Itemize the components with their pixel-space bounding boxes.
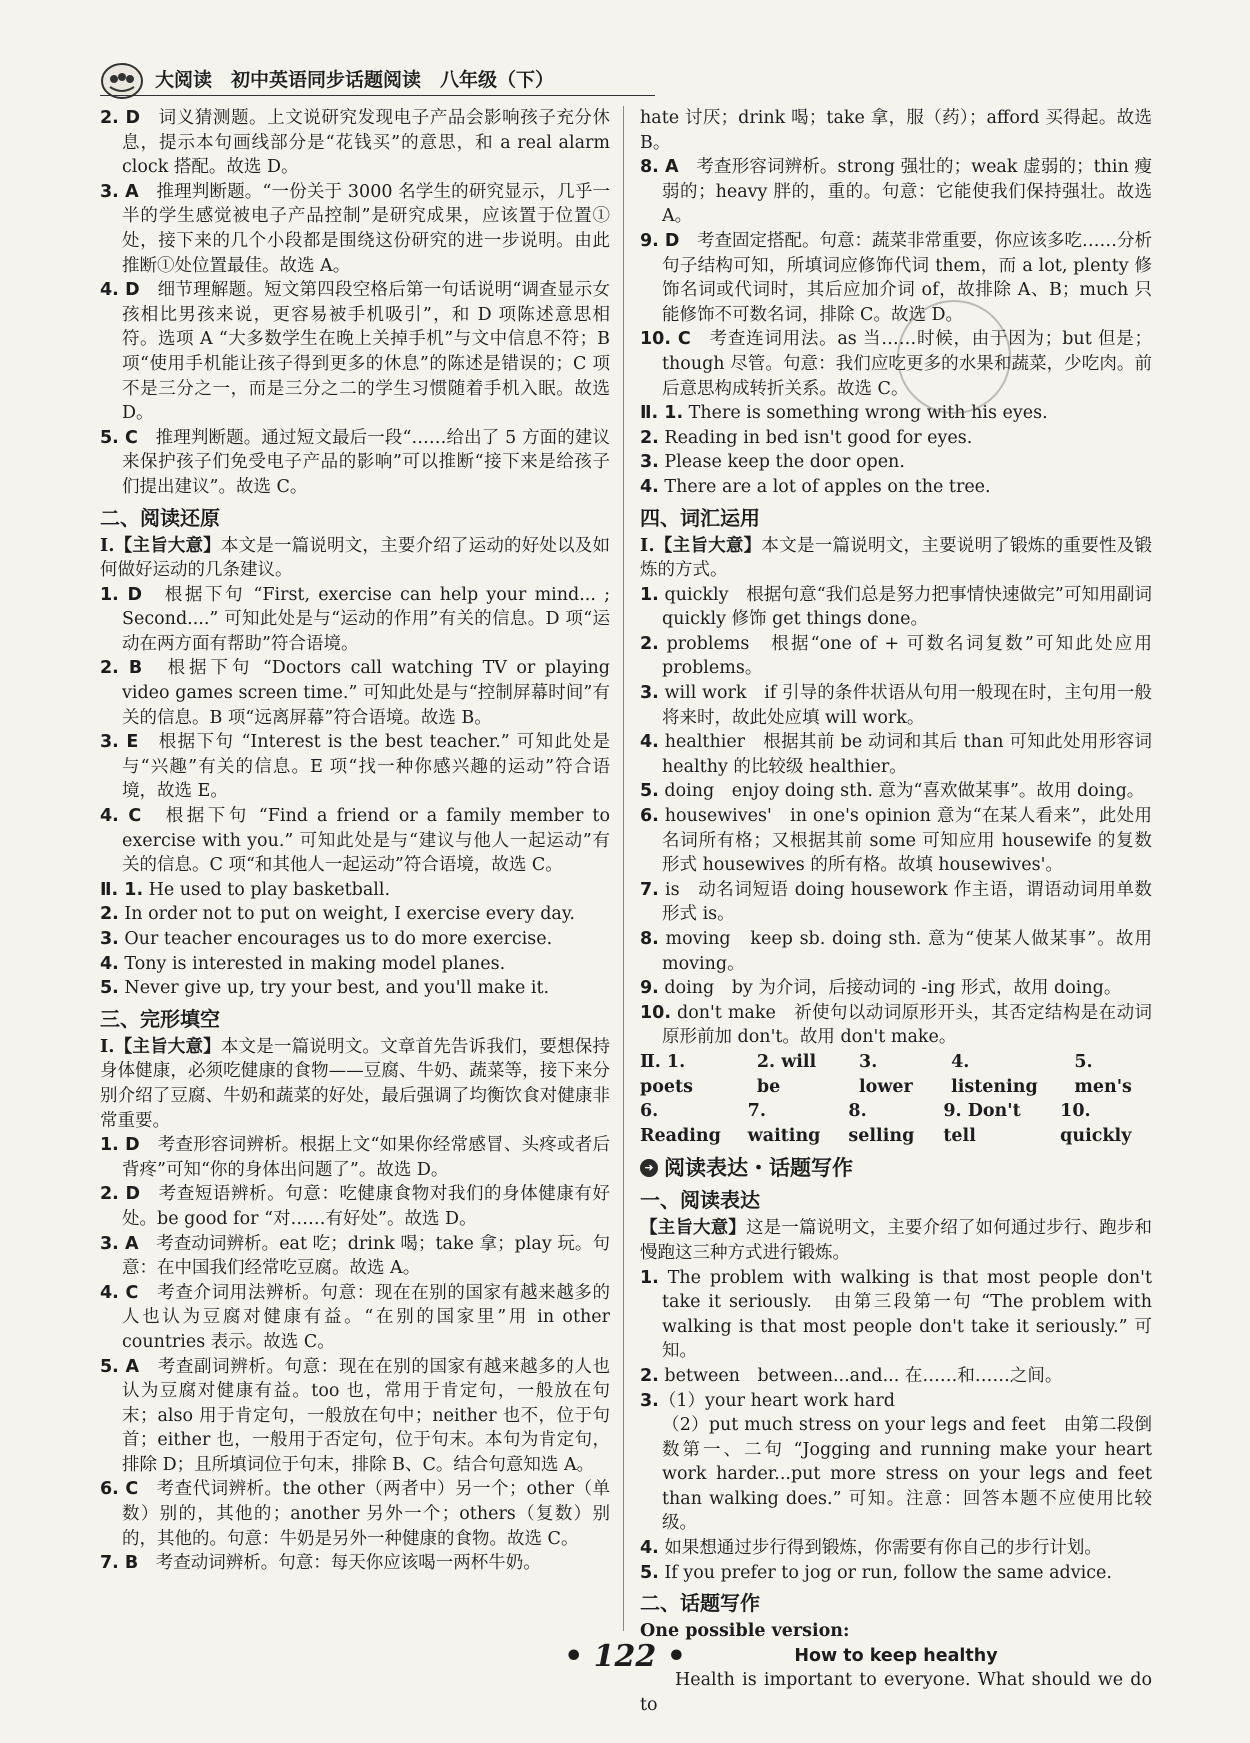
answer-item: 8. moving keep sb. doing sth. 意为“使某人做某事”。故用 moving。 (640, 929, 1152, 974)
watermark-stamp (897, 300, 1011, 414)
page-number: • 122 • (564, 1639, 686, 1674)
answer-item: 1. D 考查形容词辨析。根据上文“如果你经常感冒、头疼或者后背疼”可知“你的身体出问题了”。故选 D。 (100, 1135, 610, 1180)
section-intro: 【主旨大意】这是一篇说明文，主要介绍了如何通过步行、跑步和慢跑这三种方式进行锻炼。 (640, 1218, 1153, 1263)
answer-item: 7. is 动名词短语 doing housework 作主语，谓语动词用单数形式 is。 (640, 879, 1152, 925)
answer-item: 3. A 考查动词辨析。eat 吃；drink 喝；take 拿；play 玩。句意：在中国我们经常吃豆腐。故选 A。 (100, 1233, 610, 1279)
answer-item: 2. In order not to put on weight, I exercise every day. (100, 904, 575, 925)
answer-item: 4. There are a lot of apples on the tree. (640, 476, 991, 497)
answer-cell: 5. men's (1074, 1051, 1132, 1097)
answer-item: 4. 如果想通过步行得到锻炼，你需要有你自己的步行计划。 (640, 1538, 1102, 1559)
answer-item: 3. E 根据下句 “Interest is the best teacher.” 可知此处是与“兴趣”有关的信息。E 项“找一种你感兴趣的运动”符合语境，故选 E。 (100, 732, 610, 802)
answer-cell: 9. Don't tell (943, 1101, 1021, 1146)
answer-item: 9. D 考查固定搭配。句意：蔬菜非常重要，你应该多吃……分析句子结构可知，所填词应修饰代词 them，而 a lot, plenty 修饰名词或代词时，其后应加介词 of，故排除 A、B；much 只能修饰不可数名词，排除 C。故选 D。 (640, 230, 1152, 325)
big-section-heading: ➜ 阅读表达・话题写作 (640, 1154, 1152, 1182)
answer-item: 4. C 根据下句 “Find a friend or a family member to exercise with you.” 可知此处是与“建议与他人一起运动”有关的信息。C 项“和其他人一起运动”符合语境，故选 C。 (100, 806, 610, 876)
answer-item: 2. D 考查短语辨析。句意：吃健康食物对我们的身体健康有好处。be good for “对……有好处”。故选 D。 (100, 1184, 611, 1229)
answer-item: 3. Our teacher encourages us to do more exercise. (100, 929, 553, 949)
answer-item: 4. D 细节理解题。短文第四段空格后第一句话说明“调查显示女孩相比男孩来说，更容易被手机吸引”，和 D 项陈述意思相符。选项 A “大多数学生在晚上关掉手机”与文中信息不符；B 项“使用手机能让孩子得到更多的休息”的陈述是错误的；C 项不是三分之一，而是三分之二的学生习惯随着手机入眠。故选 D。 (100, 280, 610, 424)
section-intro: Ⅰ.【主旨大意】本文是一篇说明文，主要介绍了运动的好处以及如何做好运动的几条建议。 (100, 535, 610, 581)
answer-item: 2. Reading in bed isn't good for eyes. (640, 427, 973, 448)
answer-item: 5. A 考查副词辨析。句意：现在在别的国家有越来越多的人也认为豆腐对健康有益。too 也，常用于肯定句，一般放在句末；also 用于肯定句，一般放在句中；neither 也不，位于句首；either 也，一般用于否定句，位于句末。本句为肯定句，排除 D；且所填词位于句末，排除 B、C。结合句意知选 A。 (100, 1356, 610, 1475)
left-column (100, 106, 610, 1576)
essay-title: How to keep healthy (794, 1645, 998, 1666)
column-divider (623, 106, 624, 1631)
answer-cell: 6. Reading (640, 1101, 721, 1146)
answer-row (640, 1050, 1152, 1099)
answer-cell: 7. waiting (747, 1101, 821, 1146)
answer-item: 1. quickly 根据句意“我们总是努力把事情快速做完”可知用副词 quickly 修饰 get things done。 (640, 584, 1152, 630)
section-heading: 二、话题写作 (640, 1591, 760, 1616)
answer-item: Ⅱ. 1. He used to play basketball. (100, 879, 391, 900)
answer-item: 8. A 考查形容词辨析。strong 强壮的；weak 虚弱的；thin 瘦弱的；heavy 胖的，重的。句意：它能使我们保持强壮。故选 A。 (640, 157, 1152, 227)
answer-item: 4. C 考查介词用法辨析。句意：现在在别的国家有越来越多的人也认为豆腐对健康有益。“在别的国家里”用 in other countries 表示。故选 C。 (100, 1282, 611, 1352)
answer-item: 7. B 考查动词辨析。句意：每天你应该喝一两杯牛奶。 (100, 1553, 541, 1574)
answer-cell: 2. will be (756, 1051, 817, 1097)
essay-text: Health is important to everyone. What should we do to (640, 1670, 1152, 1716)
answer-cell: 4. listening (951, 1051, 1038, 1097)
answer-cell: Ⅱ. 1. poets (640, 1051, 693, 1097)
answer-item: 1. The problem with walking is that most people don't take it seriously. 由第三段第一句 “The problem with walking is that most people don't take it seriously.” 可知。 (640, 1267, 1152, 1362)
arrow-circle-icon: ➜ (640, 1159, 658, 1177)
section-intro: Ⅰ.【主旨大意】本文是一篇说明文，主要说明了锻炼的重要性及锻炼的方式。 (640, 535, 1153, 581)
version-label: One possible version: (640, 1621, 850, 1642)
answer-continuation: hate 讨厌；drink 喝；take 拿，服（药）；afford 买得起。故选 B。 (640, 108, 1152, 153)
answer-row (640, 1099, 1152, 1148)
section-heading: 二、阅读还原 (100, 505, 220, 530)
answer-item: 10. C 考查连词用法。as 当……时候，由于因为；but 但是；though 尽管。句意：我们应吃更多的水果和蔬菜，少吃肉。前后意思构成转折关系。故选 C。 (640, 329, 1153, 399)
answer-cell: 3. lower (859, 1051, 913, 1097)
section-intro: Ⅰ.【主旨大意】本文是一篇说明文。文章首先告诉我们，要想保持身体健康，必须吃健康的食物——豆腐、牛奶、蔬菜等，接下来分别介绍了豆腐、牛奶和蔬菜的好处，最后强调了均衡饮食对健康非常重要。 (100, 1036, 610, 1131)
section-heading: 三、完形填空 (100, 1006, 220, 1031)
answer-cell: 8. selling (848, 1101, 915, 1146)
answer-item: 10. don't make 祈使句以动词原形开头，其否定结构是在动词原形前加 don't。故用 don't make。 (640, 1002, 1152, 1048)
answer-item: 6. C 考查代词辨析。the other（两者中）另一个；other（单数）别的，其他的；another 另外一个；others（复数）别的，其他的。句意：牛奶是另外一种健康的食物。故选 C。 (100, 1479, 610, 1549)
answer-item: 3.（1）your heart work hard (640, 1390, 895, 1411)
answer-item: 1. D 根据下句 “First, exercise can help your mind... ; Second....” 可知此处是与“运动的作用”有关的信息。D 项“运动在两方面有帮助”符合语境。 (100, 584, 610, 654)
section-heading: 一、阅读表达 (640, 1188, 760, 1213)
right-column (640, 106, 1152, 1718)
answer-item: 2. problems 根据“one of + 可数名词复数”可知此处应用 problems。 (640, 633, 1152, 679)
header-rule (100, 95, 655, 96)
answer-cell: 10. quickly (1060, 1101, 1132, 1146)
answer-item: 5. doing enjoy doing sth. 意为“喜欢做某事”。故用 doing。 (640, 781, 1145, 802)
answer-item: 4. healthier 根据其前 be 动词和其后 than 可知此处用形容词 healthy 的比较级 healthier。 (640, 732, 1152, 777)
section-heading: 四、词汇运用 (640, 505, 760, 530)
answer-item: 5. Never give up, try your best, and you'll make it. (100, 978, 550, 999)
answer-item: 6. housewives' in one's opinion 意为“在某人看来”，此处用名词所有格；又根据其前 some 可知应用 housewife 的复数形式 housewives 的所有格。故填 housewives'。 (640, 806, 1152, 876)
answer-item: （2）put much stress on your legs and feet 由第二段倒数第一、二句 “Jogging and running make your heart work harder...put more stress on your legs and feet than walking does.” 可知。注意：回答本题不应使用比较级。 (662, 1415, 1152, 1534)
answer-item: 9. doing by 为介词，后接动词的 -ing 形式，故用 doing。 (640, 978, 1122, 999)
answer-item: 3. will work if 引导的条件状语从句用一般现在时，主句用一般将来时，故此处应填 will work。 (640, 683, 1152, 728)
answer-item: 3. A 推理判断题。“一份关于 3000 名学生的研究显示，几乎一半的学生感觉被电子产品控制”是研究成果，应该置于位置①处，接下来的几个小段都是围绕这份研究的进一步说明。由此推断①处位置最佳。故选 A。 (100, 181, 610, 276)
answer-item: 4. Tony is interested in making model planes. (100, 953, 506, 974)
answer-item: Ⅱ. 1. There is something wrong with his eyes. (640, 403, 1048, 424)
header-title: 大阅读 初中英语同步话题阅读 八年级（下） (155, 69, 555, 91)
answer-item: 2. B 根据下句 “Doctors call watching TV or playing video games screen time.” 可知此处是与“控制屏幕时间”有关的信息。B 项“远离屏幕”符合语境。故选 B。 (100, 658, 610, 728)
answer-item: 2. D 词义猜测题。上文说研究发现电子产品会影响孩子充分休息，提示本句画线部分是“花钱买”的意思，和 a real alarm clock 搭配。故选 D。 (100, 108, 611, 178)
answer-item: 5. C 推理判断题。通过短文最后一段“……给出了 5 方面的建议来保护孩子们免受电子产品的影响”可以推断“接下来是给孩子们提出建议”。故选 C。 (100, 427, 610, 497)
answer-item: 5. If you prefer to jog or run, follow the same advice. (640, 1562, 1112, 1583)
answer-item: 3. Please keep the door open. (640, 452, 905, 473)
answer-item: 2. between between...and... 在……和……之间。 (640, 1365, 1063, 1386)
